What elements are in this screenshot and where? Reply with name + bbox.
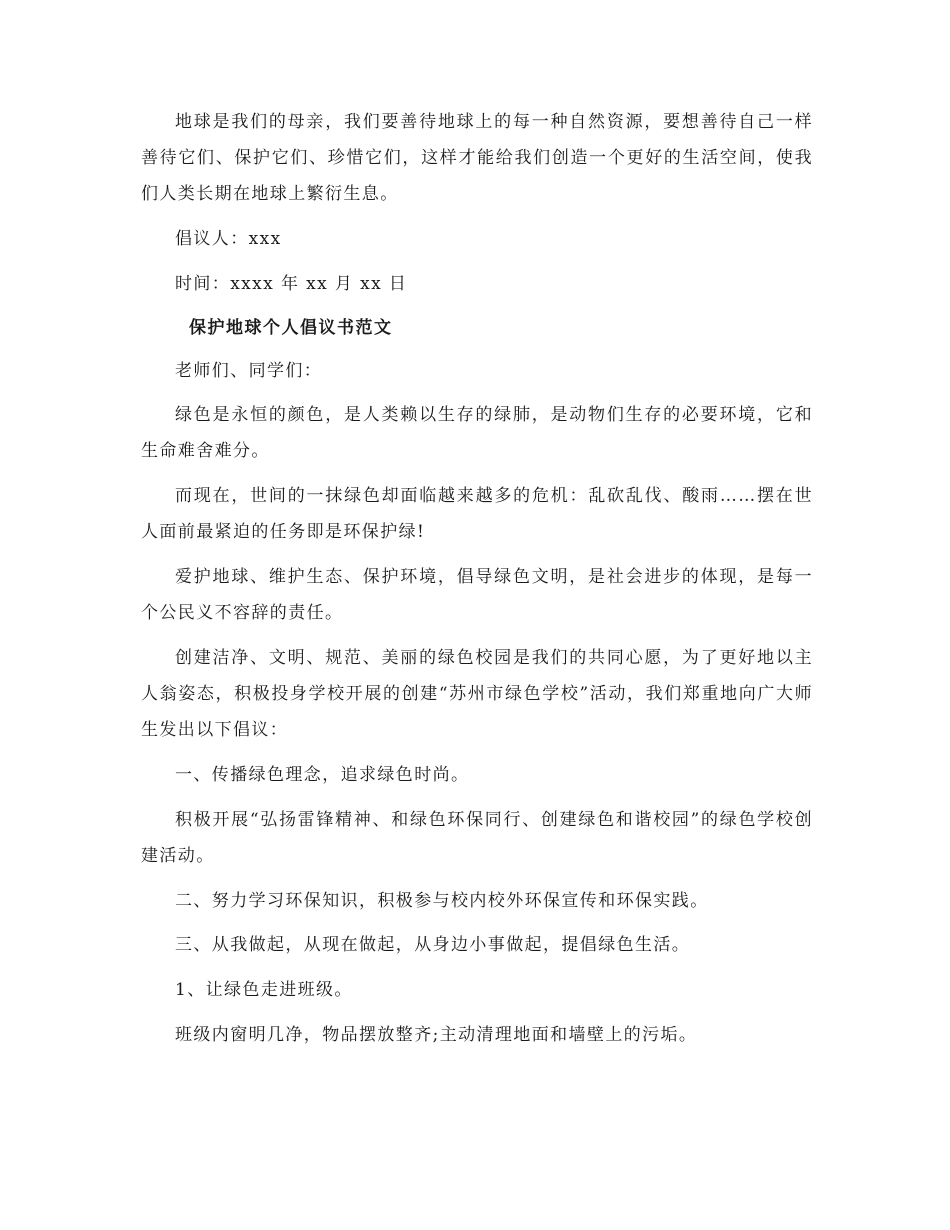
paragraph-earth-mother: 地球是我们的母亲，我们要善待地球上的每一种自然资源，要想善待自己一样善待它们、保护它们、珍惜它们，这样才能给我们创造一个更好的生活空间，使我们人类长期在地球上繁衍生息。 (141, 112, 813, 205)
paragraph-classroom: 班级内窗明几净，物品摆放整齐;主动清理地面和墙壁上的污垢。 (175, 1024, 698, 1045)
paragraph-green-campus: 创建洁净、文明、规范、美丽的绿色校园是我们的共同心愿，为了更好地以主人翁姿态，积极投身学校开展的创建“苏州市绿色学校”活动，我们郑重地向广大师生发出以下倡议： (141, 647, 813, 741)
paragraph-proposal-3: 三、从我做起，从现在做起，从身边小事做起，提倡绿色生活。 (175, 935, 691, 956)
section-heading: 保护地球个人倡议书范文 (189, 317, 393, 338)
paragraph-activities: 积极开展“弘扬雷锋精神、和绿色环保同行、创建绿色和谐校园”的绿色学校创建活动。 (141, 809, 813, 866)
paragraph-proposal-1: 一、传播绿色理念，追求绿色时尚。 (175, 765, 470, 786)
paragraph-green-eternal: 绿色是永恒的颜色，是人类赖以生存的绿肺，是动物们生存的必要环境，它和生命难舍难分。 (141, 405, 813, 462)
document-body (141, 104, 813, 1061)
paragraph-item-1: 1、让绿色走进班级。 (175, 980, 353, 1001)
paragraph-salutation: 老师们、同学们： (175, 360, 323, 381)
paragraph-proposer: 倡议人：xxx (175, 229, 282, 250)
paragraph-green-crisis: 而现在，世间的一抹绿色却面临越来越多的危机：乱砍乱伐、酸雨……摆在世人面前最紧迫的任务即是环保护绿! (141, 486, 813, 543)
paragraph-date: 时间：xxxx 年 xx 月 xx 日 (175, 273, 408, 294)
paragraph-protect-earth: 爱护地球、维护生态、保护环境，倡导绿色文明，是社会进步的体现，是每一个公民义不容辞的责任。 (141, 567, 813, 624)
paragraph-proposal-2: 二、努力学习环保知识，积极参与校内校外环保宣传和环保实践。 (175, 890, 709, 911)
